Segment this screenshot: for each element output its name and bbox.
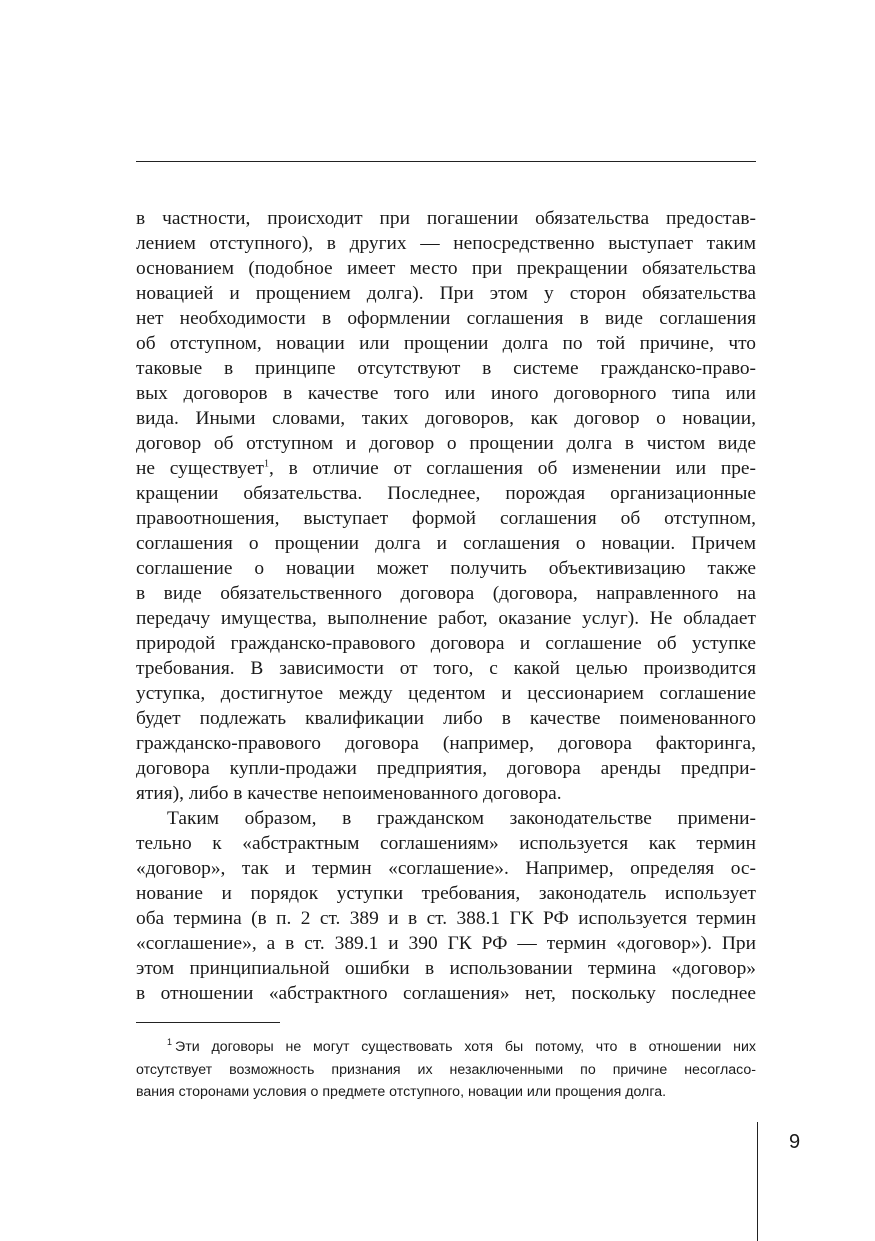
text-line: правоотношения, выступает формой соглашения об отступном, — [136, 508, 756, 529]
page-number: 9 — [789, 1131, 801, 1153]
text-line: вида. Иными словами, таких договоров, как договор о новации, — [136, 408, 756, 429]
text-line: «договор», так и термин «соглашение». Например, определяя ос- — [136, 858, 756, 879]
footnote-line: отсутствует возможность признания их незаключенными по причине несогласо- — [136, 1061, 756, 1078]
text-line: в частности, происходит при погашении обязательства предостав- — [136, 208, 756, 229]
text-line: договор об отступном и договор о прощении долга в чистом виде — [136, 433, 756, 454]
paragraph-end-line: ятия), либо в качестве непоименованного договора. — [136, 783, 562, 804]
footnote-line — [136, 1036, 756, 1059]
footnote-separator — [136, 1022, 280, 1023]
text-line: основанием (подобное имеет место при прекращении обязательства — [136, 258, 756, 279]
text-segment: , в отличие от соглашения об изменении или пре- — [268, 458, 756, 479]
text-line: нет необходимости в оформлении соглашения в виде соглашения — [136, 308, 756, 329]
text-line: гражданско-правового договора (например, договора факторинга, — [136, 733, 756, 754]
paragraph-start-line: Таким образом, в гражданском законодательстве примени- — [167, 808, 756, 829]
text-line: оба термина (в п. 2 ст. 389 и в ст. 388.1 ГК РФ используется термин — [136, 908, 756, 929]
text-line: «соглашение», а в ст. 389.1 и 390 ГК РФ — термин «договор»). При — [136, 933, 756, 954]
text-line: будет подлежать квалификации либо в качестве поименованного — [136, 708, 756, 729]
text-line: в отношении «абстрактного соглашения» нет, поскольку последнее — [136, 983, 756, 1004]
footnote — [136, 1036, 756, 1104]
footnote-line: вания сторонами условия о предмете отступного, новации или прощения долга. — [136, 1084, 667, 1100]
footnote-reference[interactable]: 1 — [263, 458, 269, 470]
text-line: новацией и прощением долга). При этом у сторон обязательства — [136, 283, 756, 304]
text-line: требования. В зависимости от того, с какой целью производится — [136, 658, 756, 679]
text-line: соглашения о прощении долга и соглашения о новации. Причем — [136, 533, 756, 554]
text-line: тельно к «абстрактным соглашениям» используется как термин — [136, 833, 756, 854]
text-segment: не существует — [136, 458, 264, 479]
main-text — [136, 206, 756, 1006]
header-rule — [136, 161, 756, 162]
text-line: уступка, достигнутое между цедентом и цессионарием соглашение — [136, 683, 756, 704]
text-line: в виде обязательственного договора (договора, направленного на — [136, 583, 756, 604]
text-line: этом принципиальной ошибки в использовании термина «договор» — [136, 958, 756, 979]
page-number-rule — [757, 1122, 758, 1241]
text-line: кращении обязательства. Последнее, порождая организационные — [136, 483, 756, 504]
text-line-with-footnote-ref — [136, 456, 756, 481]
text-line: нование и порядок уступки требования, законодатель использует — [136, 883, 756, 904]
text-line: договора купли-продажи предприятия, договора аренды предпри- — [136, 758, 756, 779]
text-line: природой гражданско-правового договора и соглашение об уступке — [136, 633, 756, 654]
text-line: соглашение о новации может получить объективизацию также — [136, 558, 756, 579]
text-line: вых договоров в качестве того или иного договорного типа или — [136, 383, 756, 404]
text-line: лением отступного), в других — непосредственно выступает таким — [136, 233, 756, 254]
text-line: передачу имущества, выполнение работ, оказание услуг). Не обладает — [136, 608, 756, 629]
text-line: таковые в принципе отсутствуют в системе гражданско-право- — [136, 358, 756, 379]
footnote-number: 1 — [167, 1037, 173, 1048]
footnote-text: Эти договоры не могут существовать хотя бы потому, что в отношении них — [175, 1039, 756, 1055]
text-line: об отступном, новации или прощении долга по той причине, что — [136, 333, 756, 354]
